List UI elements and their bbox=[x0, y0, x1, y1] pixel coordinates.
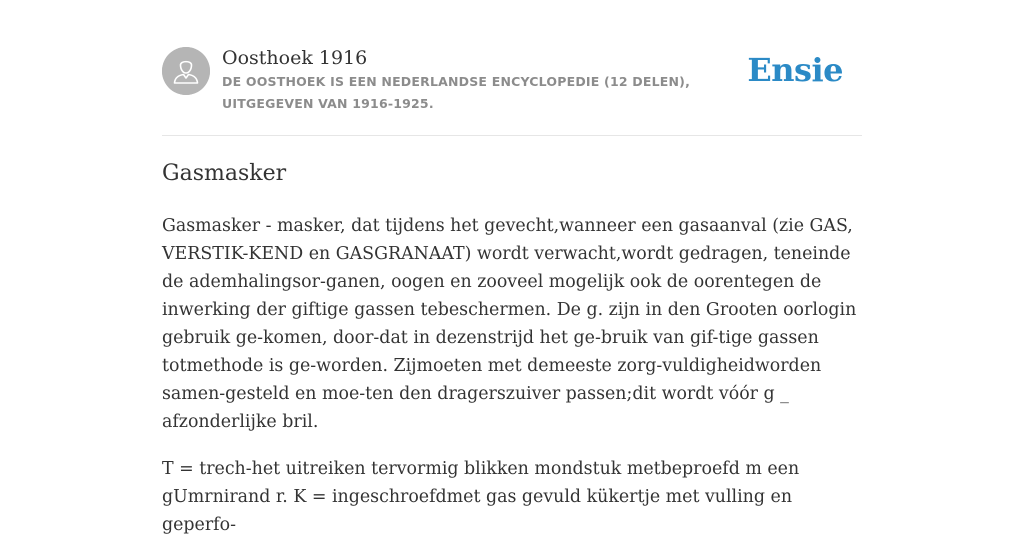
source-header bbox=[162, 0, 862, 136]
article-paragraph: T = trech-het uitreiken tervormig blikken mondstuk metbeproefd m een gUmrnirand r. K = ingeschroefdmet gas gevuld kükertje met vulling en geperfo- bbox=[162, 459, 800, 535]
article-body bbox=[162, 212, 862, 558]
content-column bbox=[162, 0, 862, 535]
brand-logo[interactable]: Ensie bbox=[747, 51, 843, 89]
article-title: Gasmasker bbox=[162, 161, 287, 186]
source-title[interactable]: Oosthoek 1916 bbox=[222, 47, 368, 69]
source-description: DE OOSTHOEK IS EEN NEDERLANDSE ENCYCLOPEDIE (12 DELEN), UITGEGEVEN VAN 1916-1925. bbox=[222, 74, 691, 111]
user-placeholder-icon[interactable] bbox=[162, 47, 210, 95]
article-paragraph: Gasmasker - masker, dat tijdens het gevecht,wanneer een gasaanval (zie GAS, VERSTIK-KEND en GASGRANAAT) wordt verwacht,wordt gedragen, teneinde de ademhalingsor-ganen, oogen en zooveel mogelijk ook de oorentegen de inwerking der giftige gassen tebeschermen. De g. zijn in den Grooten oorlogin gebruik ge-komen, door-dat in dezenstrijd het ge-bruik van gif-tige gassen totmethode is ge-worden. Zijmoeten met demeeste zorg-vuldigheidworden samen-gesteld en moe-ten den dragerszuiver passen;dit wordt vóór g _ afzonderlijke bril. bbox=[162, 216, 857, 432]
